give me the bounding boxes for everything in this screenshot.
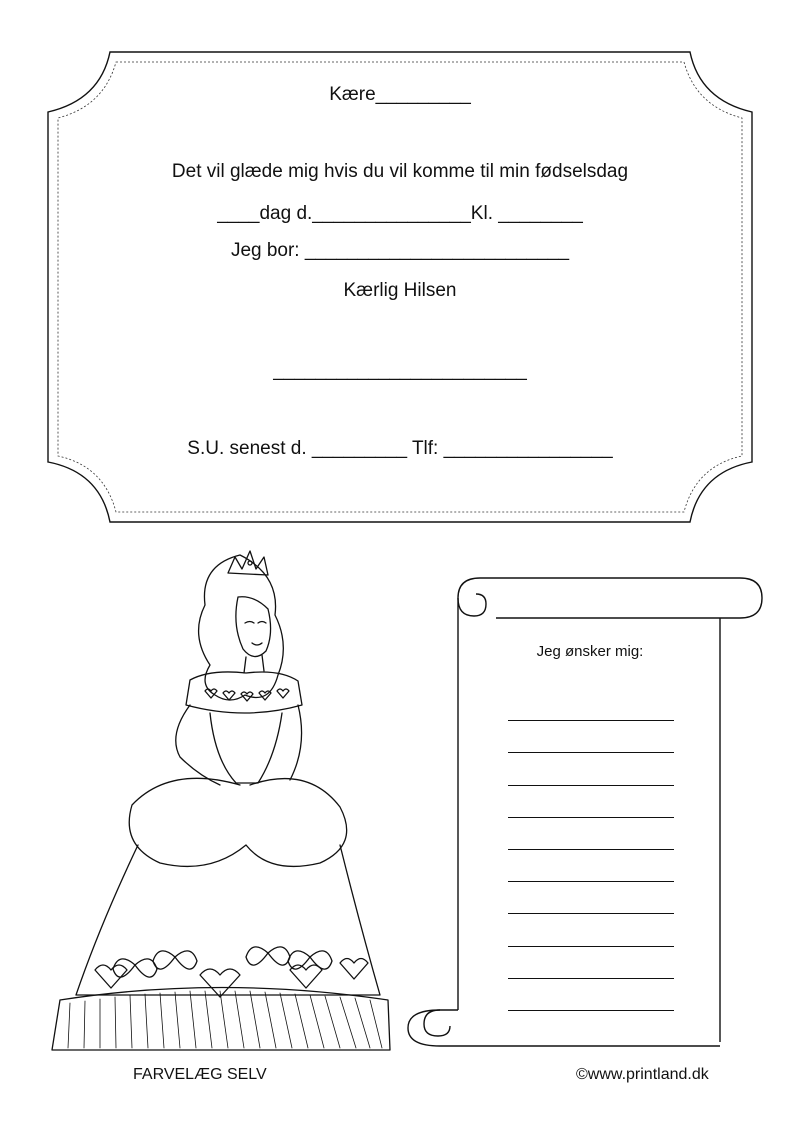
signature-line: ________________________: [273, 360, 527, 381]
color-yourself-label: FARVELÆG SELV: [133, 1066, 267, 1083]
wishlist-line: [508, 946, 674, 947]
salutation: Kære_________: [329, 84, 471, 105]
wishlist-line: [508, 785, 674, 786]
invitation-body: Det vil glæde mig hvis du vil komme til min fødselsdag: [171, 161, 629, 182]
closing: Kærlig Hilsen: [343, 280, 457, 301]
wishlist-line: [508, 1010, 674, 1011]
wishlist-line: [508, 752, 674, 753]
date-time-line: ____dag d._______________Kl. ________: [217, 203, 583, 224]
wishlist-line: [508, 881, 674, 882]
princess-illustration: [40, 545, 400, 1065]
address-line: Jeg bor: _________________________: [230, 240, 570, 261]
wishlist-title: Jeg ønsker mig:: [536, 643, 644, 660]
wishlist-line: [508, 849, 674, 850]
wishlist-line: [508, 913, 674, 914]
wishlist-line: [508, 817, 674, 818]
wishlist-line: [508, 720, 674, 721]
copyright-label: ©www.printland.dk: [576, 1066, 709, 1083]
rsvp-line: S.U. senest d. _________ Tlf: ________________: [187, 438, 613, 459]
wishlist-line: [508, 978, 674, 979]
